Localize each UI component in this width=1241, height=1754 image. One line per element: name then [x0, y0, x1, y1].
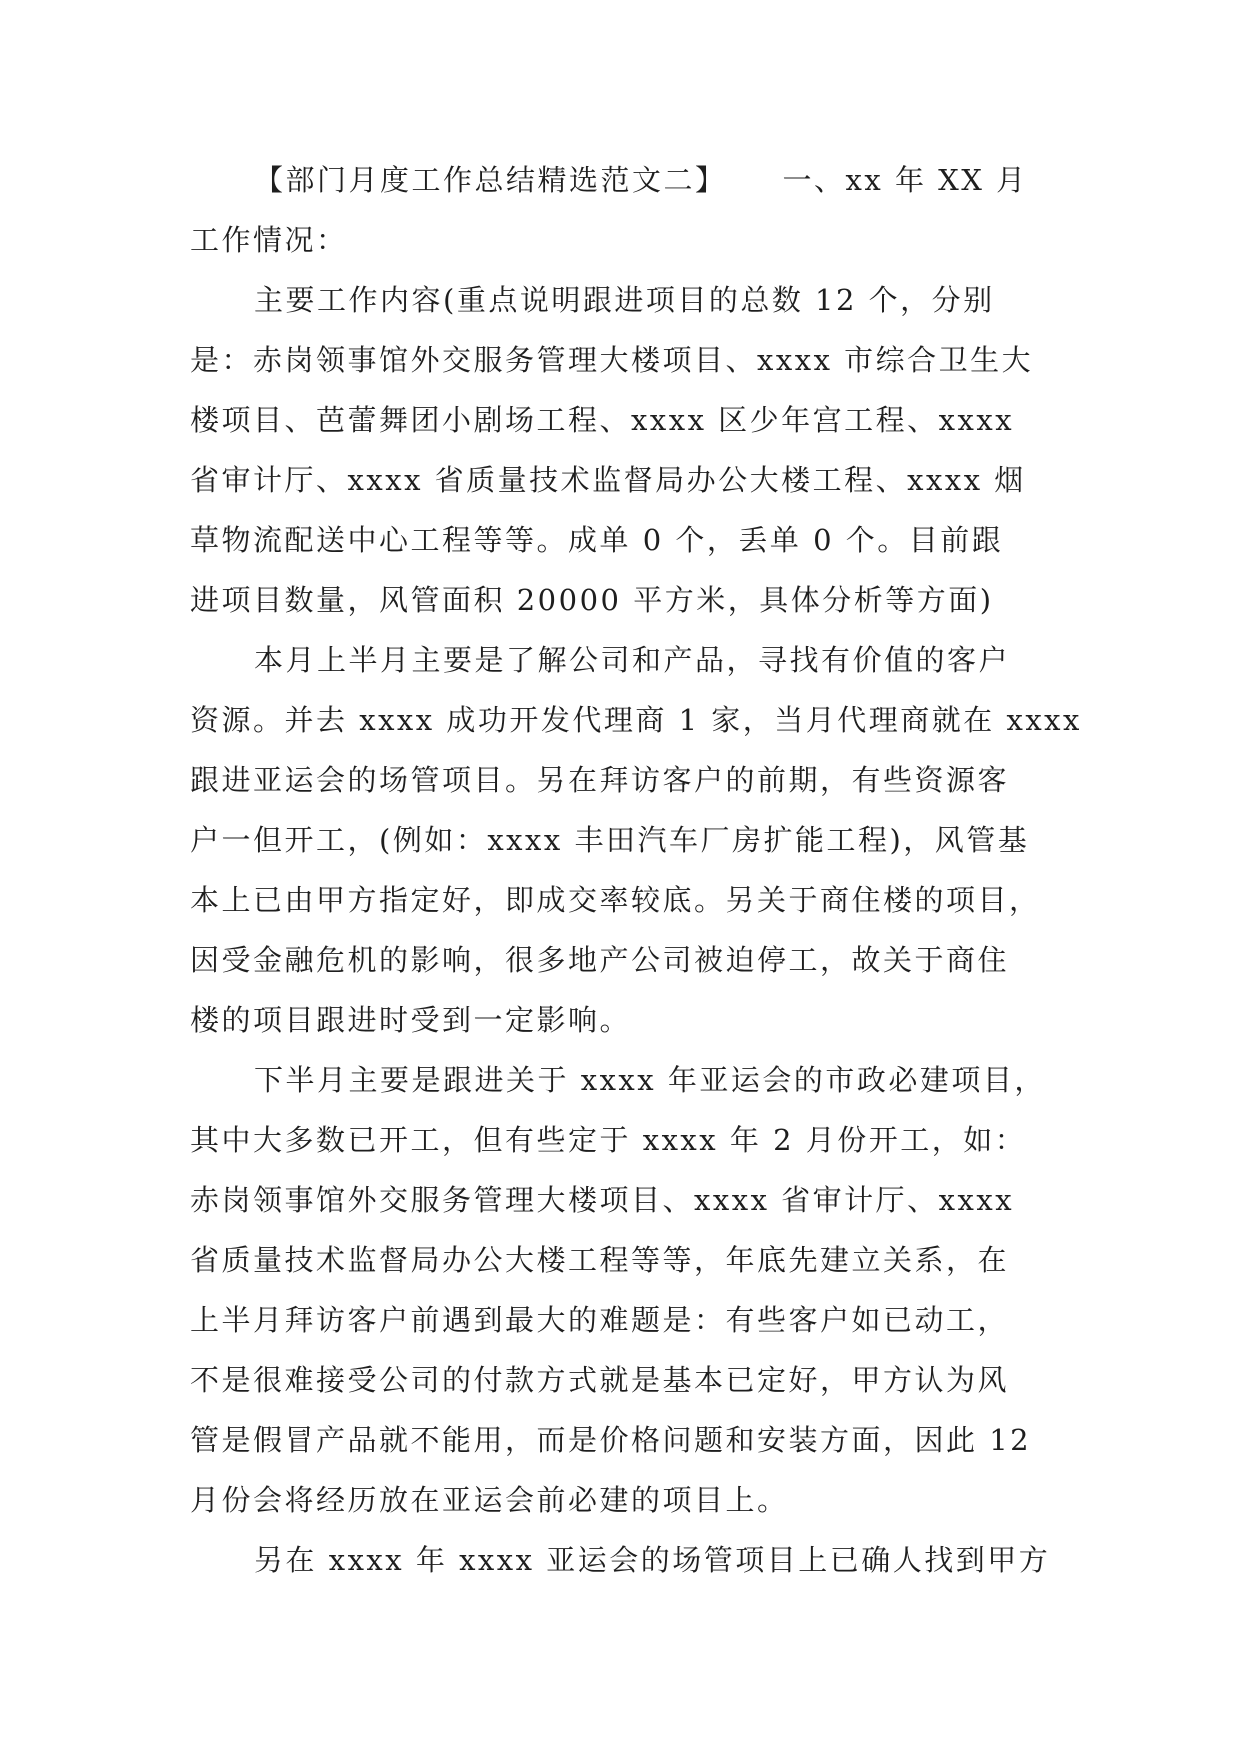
heading-line	[190, 150, 1050, 210]
text-line: 本月上半月主要是了解公司和产品，寻找有价值的客户	[254, 643, 1011, 677]
text-line: 进项目数量，风管面积 20000 平方米，具体分析等方面)	[190, 583, 994, 617]
text-line: 赤岗领事馆外交服务管理大楼项目、xxxx 省审计厅、xxxx	[190, 1183, 1015, 1217]
paragraph-second-half-month	[190, 1050, 1050, 1530]
text-line: 下半月主要是跟进关于 xxxx 年亚运会的市政必建项目，	[254, 1063, 1046, 1097]
paragraph-first-half-month	[190, 630, 1082, 1050]
paragraph-asian-games-venue	[190, 1530, 1050, 1590]
text-line: 不是很难接受公司的付款方式就是基本已定好，甲方认为风	[190, 1363, 1010, 1397]
text-line: 月份会将经历放在亚运会前必建的项目上。	[190, 1483, 789, 1517]
text-line: 管是假冒产品就不能用，而是价格问题和安装方面，因此 12	[190, 1423, 1032, 1457]
document-title: 【部门月度工作总结精选范文二】	[254, 163, 727, 197]
text-line: 其中大多数已开工，但有些定于 xxxx 年 2 月份开工，如：	[190, 1123, 1027, 1157]
text-line: 上半月拜访客户前遇到最大的难题是：有些客户如已动工，	[190, 1303, 1010, 1337]
text-line: 主要工作内容(重点说明跟进项目的总数 12 个，分别	[254, 283, 995, 317]
text-line: 省质量技术监督局办公大楼工程等等，年底先建立关系，在	[190, 1243, 1010, 1277]
document-body	[190, 150, 1082, 1590]
text-line: 本上已由甲方指定好，即成交率较底。另关于商住楼的项目，	[190, 883, 1041, 917]
text-line: 资源。并去 xxxx 成功开发代理商 1 家，当月代理商就在 xxxx	[190, 703, 1082, 737]
paragraph-work-content	[190, 270, 1050, 630]
text-line: 户一但开工，(例如：xxxx 丰田汽车厂房扩能工程)，风管基	[190, 823, 1030, 857]
text-line: 楼项目、芭蕾舞团小剧场工程、xxxx 区少年宫工程、xxxx	[190, 403, 1015, 437]
text-line: 是：赤岗领事馆外交服务管理大楼项目、xxxx 市综合卫生大	[190, 343, 1034, 377]
heading-paragraph	[190, 150, 1050, 270]
text-line: 草物流配送中心工程等等。成单 0 个，丢单 0 个。目前跟	[190, 523, 1004, 557]
text-line: 另在 xxxx 年 xxxx 亚运会的场管项目上已确人找到甲方	[254, 1543, 1051, 1577]
section-heading: 一、xx 年 XX 月	[782, 163, 1028, 197]
text-line: 因受金融危机的影响，很多地产公司被迫停工，故关于商住	[190, 943, 1010, 977]
text-line: 跟进亚运会的场管项目。另在拜访客户的前期，有些资源客	[190, 763, 1010, 797]
text-line: 楼的项目跟进时受到一定影响。	[190, 1003, 632, 1037]
text-line: 省审计厅、xxxx 省质量技术监督局办公大楼工程、xxxx 烟	[190, 463, 1026, 497]
section-heading-continuation: 工作情况：	[190, 223, 348, 257]
